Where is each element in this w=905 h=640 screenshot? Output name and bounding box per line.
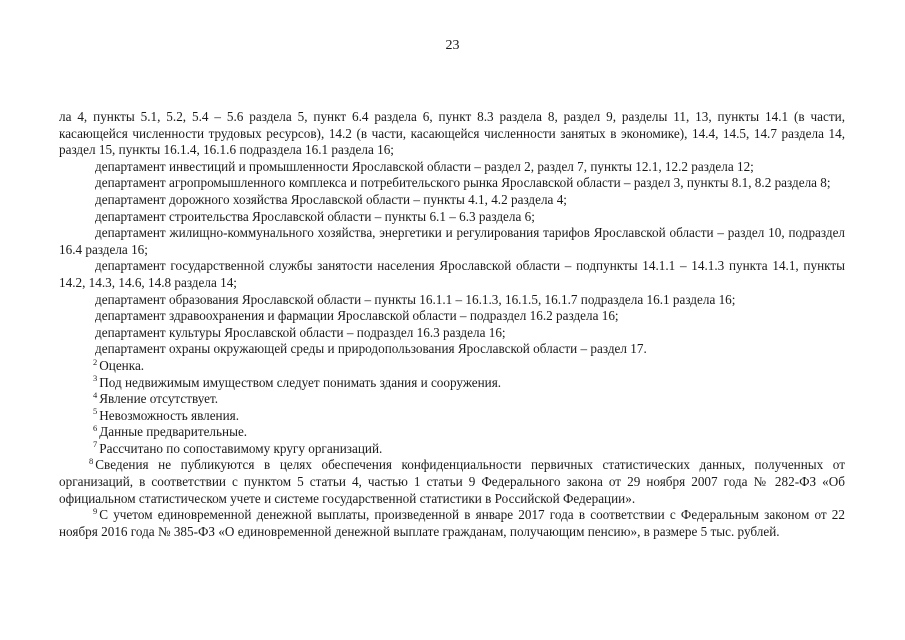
paragraph-construction-dept: департамент строительства Ярославской области – пункты 6.1 – 6.3 раздела 6;	[95, 208, 535, 224]
footnote-marker: 6	[93, 422, 98, 433]
footnote-marker: 8	[89, 456, 94, 467]
footnote-8	[59, 457, 845, 507]
paragraph-culture-dept: департамент культуры Ярославской области – подраздел 16.3 раздела 16;	[95, 324, 506, 340]
paragraph-health-dept: департамент здравоохранения и фармации Ярославской области – подраздел 16.2 раздела 16;	[95, 308, 619, 324]
page-number: 23	[445, 38, 460, 53]
footnote-7	[59, 441, 845, 458]
paragraph-environment-dept: департамент охраны окружающей среды и природопользования Ярославской области – раздел 17.	[95, 341, 647, 357]
footnote-marker: 4	[93, 389, 98, 400]
footnote-5	[59, 408, 845, 425]
footnote-marker: 2	[93, 356, 98, 367]
paragraph-employment-dept: департамент государственной службы занятости населения Ярославской области – подпункты 14.1.1 – 14.1.3 пункта 14.1, пункты 14.2, 14.3, 14.6, 14.8 раздела 14;	[59, 258, 845, 290]
footnote-3	[59, 375, 845, 392]
footnote-marker: 7	[93, 439, 98, 450]
footnote-4	[59, 391, 845, 408]
document-body	[59, 109, 845, 540]
footnote-9	[59, 507, 845, 540]
footnote-marker: 3	[93, 373, 98, 384]
footnote-text: Сведения не публикуются в целях обеспечения конфиденциальности первичных статистических данных, полученных от организаций, в соответствии с пунктом 5 статьи 4, частью 1 статьи 9 Федерального закона от 29 ноября 2007 года № 282-ФЗ «Об официальном статистическом учете и системе государственной статистики в Российской Федерации».	[59, 457, 845, 506]
paragraph-investment-dept: департамент инвестиций и промышленности Ярославской области – раздел 2, раздел 7, пункты 12.1, 12.2 раздела 12;	[95, 158, 754, 174]
paragraph-education-dept: департамент образования Ярославской области – пункты 16.1.1 – 16.1.3, 16.1.5, 16.1.7 подраздела 16.1 раздела 16;	[95, 291, 736, 307]
paragraph-housing-dept: департамент жилищно-коммунального хозяйства, энергетики и регулирования тарифов Ярославской области – раздел 10, подраздел 16.4 раздела 16;	[59, 225, 845, 257]
footnote-text: Невозможность явления.	[99, 407, 240, 423]
footnote-marker: 5	[93, 406, 98, 417]
footnote-text: С учетом единовременной денежной выплаты, произведенной в январе 2017 года в соответствии с Федеральным законом от 22 ноября 2016 года № 385-ФЗ «О единовременной денежной выплате гражданам, получающим пенсию», в размере 5 тыс. рублей.	[59, 507, 845, 539]
paragraph-road-dept: департамент дорожного хозяйства Ярославской области – пункты 4.1, 4.2 раздела 4;	[95, 191, 567, 207]
footnote-text: Явление отсутствует.	[99, 391, 219, 407]
footnote-marker: 9	[93, 505, 98, 516]
footnote-text: Рассчитано по сопоставимому кругу организаций.	[99, 440, 383, 456]
footnote-2	[59, 358, 845, 375]
paragraph-agro-dept: департамент агропромышленного комплекса и потребительского рынка Ярославской области – раздел 3, пункты 8.1, 8.2 раздела 8;	[95, 175, 831, 191]
paragraph-continuation: ла 4, пункты 5.1, 5.2, 5.4 – 5.6 раздела 5, пункт 6.4 раздела 6, пункт 8.3 раздела 8, раздел 9, разделы 11, 13, пункты 14.1 (в части, касающейся численности трудовых ресурсов), 14.2 (в части, касающейся численности занятых в экономике), 14.4, 14.5, 14.7 раздела 14, раздел 15, пункты 16.1.4, 16.1.6 подраздела 16.1 раздела 16;	[59, 109, 845, 158]
footnote-text: Оценка.	[99, 357, 145, 373]
footnote-text: Данные предварительные.	[99, 424, 248, 440]
footnote-text: Под недвижимым имуществом следует понимать здания и сооружения.	[99, 374, 502, 390]
footnote-6	[59, 424, 845, 441]
